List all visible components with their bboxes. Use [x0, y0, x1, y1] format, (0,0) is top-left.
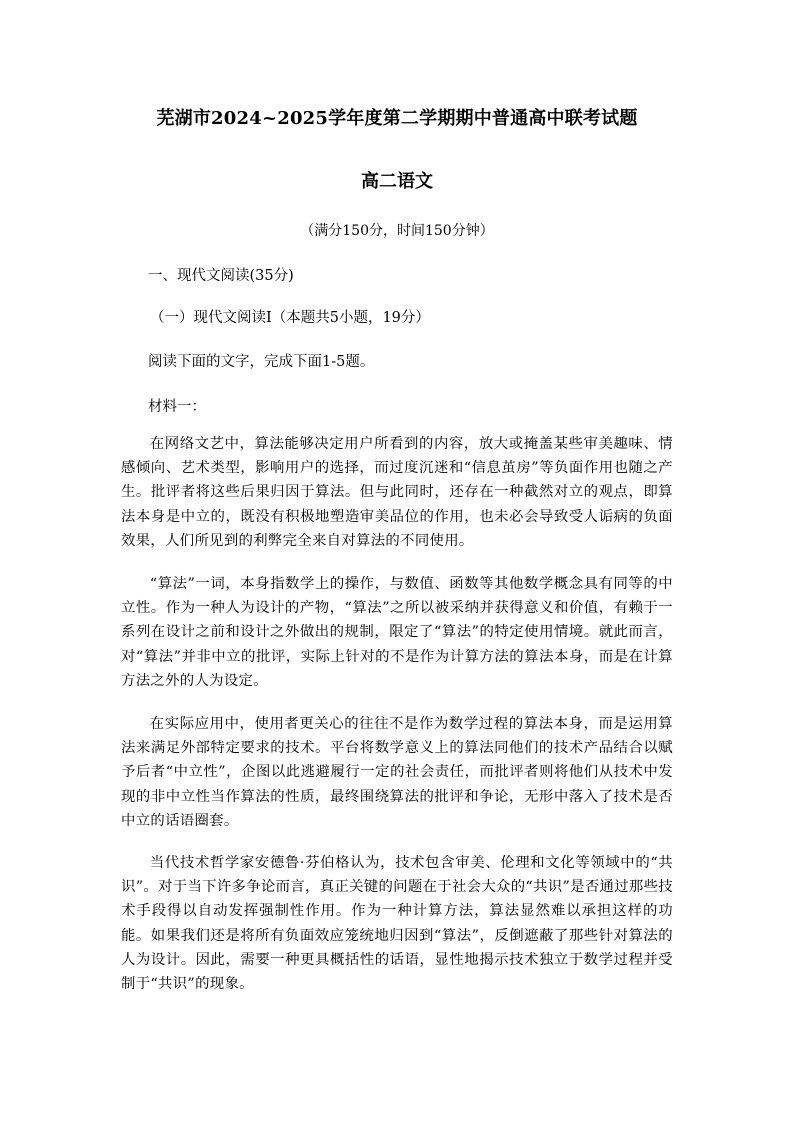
paragraph-2: “算法”一词，本身指数学上的操作，与数值、函数等其他数学概念具有同等的中立性。作为一种人为设计的产物，“算法”之所以被采纳并获得意义和价值，有赖于一系列在设计之前和设计之外做出的规制，限定了“算法”的特定使用情境。就此而言，对“算法”并非中立的批评，实际上针对的不是作为计算方法的算法本身，而是在计算方法之外的人为设定。 [121, 576, 673, 689]
section-heading: 一、现代文阅读(35分) [148, 268, 294, 284]
paragraph-1: 在网络文艺中，算法能够决定用户所看到的内容，放大或掩盖某些审美趣味、情感倾向、艺术类型，影响用户的选择，而过度沉迷和“信息茧房”等负面作用也随之产生。批评者将这些后果归因于算法。但与此同时，还存在一种截然对立的观点，即算法本身是中立的，既没有积极地塑造审美品位的作用，也未必会导致受人诟病的负面效果，人们所见到的利弊完全来自对算法的不同使用。 [121, 436, 673, 549]
paragraph-3: 在实际应用中，使用者更关心的往往不是作为数学过程的算法本身，而是运用算法来满足外部特定要求的技术。平台将数学意义上的算法同他们的技术产品结合以赋予后者“中立性”，企图以此逃避履行一定的社会责任，而批评者则将他们从技术中发现的非中立性当作算法的性质，最终围绕算法的批评和争论，无形中落入了技术是否中立的话语圈套。 [121, 716, 673, 829]
material-label: 材料一： [148, 399, 206, 415]
paragraph-4: 当代技术哲学家安德鲁·芬伯格认为，技术包含审美、伦理和文化等领域中的“共识”。对于当下许多争论而言，真正关键的问题在于社会大众的“共识”是否通过那些技术手段得以自动发挥强制性作用。作为一种计算方法，算法显然难以承担这样的功能。如果我们还是将所有负面效应笼统地归因到“算法”，反倒遮蔽了那些针对算法的人为设计。因此，需要一种更具概括性的话语，显性地揭示技术独立于数学过程并受制于“共识”的现象。 [121, 855, 673, 993]
score-info: （满分150分，时间150分钟） [300, 223, 494, 239]
exam-subject: 高二语文 [361, 171, 433, 192]
subsection-heading: （一）现代文阅读Ⅰ（本题共5小题，19分） [150, 310, 430, 326]
reading-instruction: 阅读下面的文字，完成下面1-5题。 [148, 354, 375, 370]
exam-title: 芜湖市2024~2025学年度第二学期期中普通高中联考试题 [156, 108, 638, 129]
